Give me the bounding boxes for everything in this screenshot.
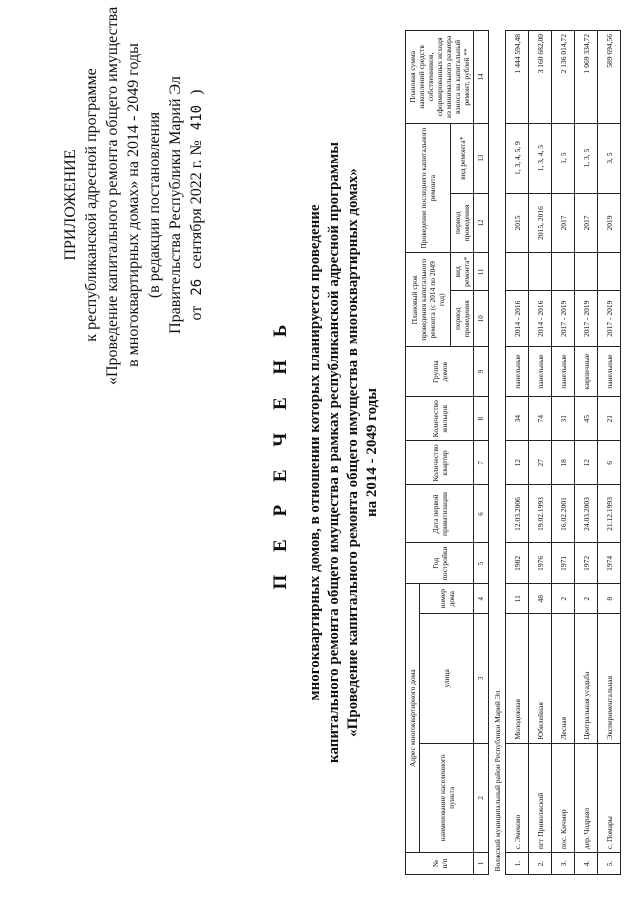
cell-street: Молодежная: [506, 614, 529, 743]
col-header-last-type: вид ремонта*: [451, 123, 474, 193]
col-header-last-period: период проведения: [451, 193, 474, 253]
cell-plan-type: [529, 253, 552, 291]
houses-table: [405, 30, 621, 875]
appendix-block: [60, 6, 208, 385]
cell-residents: 34: [506, 397, 529, 441]
cell-last-period: 2015: [506, 193, 529, 253]
table-row: [598, 31, 621, 875]
cell-priv: 24.03.2003: [575, 485, 598, 543]
cell-house: 8: [598, 584, 621, 614]
col-header-address: Адрес многоквартирного дома: [406, 584, 420, 853]
cell-group: кирпичные: [575, 347, 598, 397]
cell-plan-period: 2017 - 2019: [552, 291, 575, 347]
cell-plan-period: 2014 - 2016: [506, 291, 529, 347]
cell-last-type: 1, 3, 5: [575, 123, 598, 193]
cell-year: 1974: [598, 543, 621, 584]
col-header-apartments: Количество квартир: [406, 441, 474, 485]
col-number: 5: [474, 543, 489, 584]
col-header-plan-type: вид ремонта*: [451, 253, 474, 291]
col-number: 1: [474, 853, 489, 875]
col-header-last: Проведение последнего капитального ремонта: [406, 123, 451, 253]
cell-house: 48: [529, 584, 552, 614]
col-number: 9: [474, 347, 489, 397]
cell-priv: 21.12.1993: [598, 485, 621, 543]
cell-sum: 3 160 682,00: [529, 31, 552, 124]
cell-priv: 12.03.2006: [506, 485, 529, 543]
cell-last-period: 2019: [598, 193, 621, 253]
cell-street: Экспериментальная: [598, 614, 621, 743]
appendix-line: (в редакции постановления: [146, 111, 163, 299]
date-rest: сентября 2022 г. №: [188, 140, 205, 269]
cell-last-type: 1, 5: [552, 123, 575, 193]
cell-no: 4.: [575, 853, 598, 875]
col-number: 6: [474, 485, 489, 543]
appendix-line: в многоквартирных домах» на 2014 - 2049 годы: [125, 43, 142, 367]
cell-last-type: 1, 3, 4, 5, 9: [506, 123, 529, 193]
table-row: [552, 31, 575, 875]
title-line: «Проведение капитального ремонта общего имущества в многоквартирных домах»: [345, 168, 361, 737]
cell-priv: 16.02.2001: [552, 485, 575, 543]
table-row: [575, 31, 598, 875]
cell-last-type: 3, 5: [598, 123, 621, 193]
col-header-street: улица: [420, 614, 474, 743]
col-header-group: Группа домов: [406, 347, 474, 397]
cell-plan-period: 2017 - 2019: [575, 291, 598, 347]
cell-last-period: 2017: [575, 193, 598, 253]
appendix-line: Правительства Республики Марий Эл: [167, 76, 184, 334]
cell-sum: 1 444 594,48: [506, 31, 529, 124]
col-header-settlement: наименование населенного пункта: [420, 743, 474, 852]
document-heading: П Е Р Е Ч Е Н Ь: [270, 315, 291, 590]
column-number-row: [474, 31, 489, 875]
appendix-line: ПРИЛОЖЕНИЕ: [62, 149, 79, 261]
date-suffix: ): [188, 89, 205, 95]
col-number: 12: [474, 193, 489, 253]
col-header-residents: Количество жильцов: [406, 397, 474, 441]
cell-house: 2: [552, 584, 575, 614]
cell-house: 11: [506, 584, 529, 614]
title-line: многоквартирных домов, в отношении которых планируется проведение: [307, 204, 323, 701]
cell-no: 5.: [598, 853, 621, 875]
cell-no: 1.: [506, 853, 529, 875]
col-number: 2: [474, 743, 489, 852]
cell-street: Юбилейная: [529, 614, 552, 743]
cell-apts: 12: [506, 441, 529, 485]
title-line: на 2014 - 2049 годы: [364, 388, 380, 517]
cell-settlement: с. Помары: [598, 743, 621, 852]
col-number: 14: [474, 31, 489, 124]
appendix-date-line: [186, 25, 208, 385]
cell-residents: 45: [575, 397, 598, 441]
cell-apts: 27: [529, 441, 552, 485]
cell-apts: 18: [552, 441, 575, 485]
cell-residents: 21: [598, 397, 621, 441]
cell-last-period: 2015, 2016: [529, 193, 552, 253]
col-header-first-priv: Дата первой приватизации: [406, 485, 474, 543]
table-row: [506, 31, 529, 875]
date-day: 26: [189, 278, 205, 296]
cell-street: Центральная усадьба: [575, 614, 598, 743]
title-block: [270, 30, 382, 875]
col-header-plan-period: период проведения: [451, 291, 474, 347]
title-line: капитального ремонта общего имущества в рамках республиканской адресной программы: [326, 142, 342, 763]
cell-no: 2.: [529, 853, 552, 875]
col-number: 3: [474, 614, 489, 743]
cell-last-period: 2017: [552, 193, 575, 253]
cell-settlement: пос. Кичмер: [552, 743, 575, 852]
cell-last-type: 1, 3, 4, 5: [529, 123, 552, 193]
col-number: 8: [474, 397, 489, 441]
table-row: [529, 31, 552, 875]
cell-year: 1971: [552, 543, 575, 584]
cell-settlement: пгт Приволжский: [529, 743, 552, 852]
cell-street: Лесная: [552, 614, 575, 743]
col-header-sum: Плановая сумма накоплений средств собственников, сформированных исходя из минимального размера взноса на капитальный ремонт, рублей **: [406, 31, 474, 124]
cell-priv: 19.02.1993: [529, 485, 552, 543]
cell-group: панельные: [506, 347, 529, 397]
cell-apts: 6: [598, 441, 621, 485]
col-number: 10: [474, 291, 489, 347]
cell-apts: 12: [575, 441, 598, 485]
col-number: 4: [474, 584, 489, 614]
cell-plan-type: [598, 253, 621, 291]
cell-plan-type: [506, 253, 529, 291]
cell-plan-period: 2014 - 2016: [529, 291, 552, 347]
cell-group: панельные: [598, 347, 621, 397]
col-header-house: номер дома: [420, 584, 474, 614]
cell-plan-period: 2017 - 2019: [598, 291, 621, 347]
cell-year: 1972: [575, 543, 598, 584]
cell-settlement: дер. Чодраял: [575, 743, 598, 852]
col-number: 7: [474, 441, 489, 485]
col-header-no: № п/п: [406, 853, 474, 875]
region-row: [489, 31, 506, 875]
cell-sum: 589 694,56: [598, 31, 621, 124]
table-header-row: [406, 31, 420, 875]
cell-sum: 2 136 014,72: [552, 31, 575, 124]
cell-plan-type: [575, 253, 598, 291]
cell-house: 2: [575, 584, 598, 614]
cell-group: панельные: [552, 347, 575, 397]
cell-residents: 31: [552, 397, 575, 441]
region-label: Волжский муниципальный район Республики Марий Эл: [489, 31, 506, 875]
col-number: 13: [474, 123, 489, 193]
cell-sum: 1 069 334,72: [575, 31, 598, 124]
cell-plan-type: [552, 253, 575, 291]
date-number: 410: [189, 104, 205, 131]
col-header-planned: Плановый срок проведения капитального ремонта (с 2014 по 2049 год): [406, 253, 451, 347]
date-prefix: от: [188, 305, 205, 321]
appendix-line: к республиканской адресной программе: [83, 68, 100, 342]
col-number: 11: [474, 253, 489, 291]
cell-no: 3.: [552, 853, 575, 875]
col-header-year: Год постройки: [406, 543, 474, 584]
cell-group: панельные: [529, 347, 552, 397]
cell-residents: 74: [529, 397, 552, 441]
appendix-line: «Проведение капитального ремонта общего имущества: [104, 6, 121, 385]
cell-year: 1976: [529, 543, 552, 584]
cell-settlement: с. Эмеково: [506, 743, 529, 852]
cell-year: 1982: [506, 543, 529, 584]
